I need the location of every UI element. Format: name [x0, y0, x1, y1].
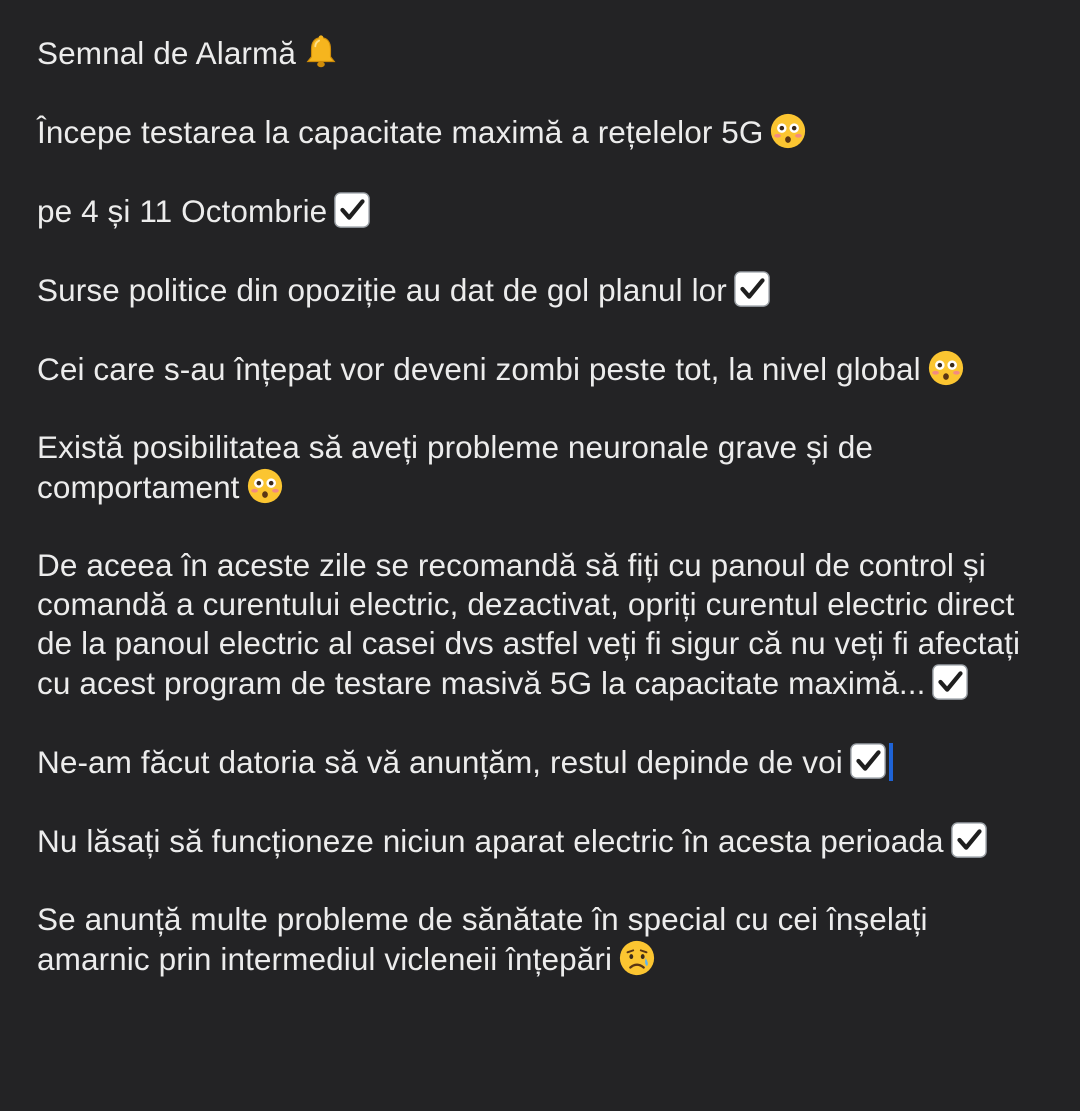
- check-box-icon: [950, 821, 988, 859]
- check-box-icon: [333, 191, 371, 229]
- message-paragraph: [37, 270, 1047, 310]
- message-paragraph: [37, 191, 1047, 231]
- flushed-face-icon: [927, 349, 965, 387]
- check-box-icon: [733, 270, 771, 308]
- text-cursor: [889, 743, 893, 781]
- check-box-icon: [849, 742, 887, 780]
- message-paragraph: [37, 821, 1047, 861]
- message-paragraph: [37, 112, 1047, 152]
- paragraph-text: Surse politice din opoziție au dat de gol planul lor: [37, 272, 727, 308]
- message-paragraph: [37, 33, 1047, 73]
- paragraph-text: Nu lăsați să funcționeze niciun aparat electric în acesta perioada: [37, 823, 944, 859]
- paragraph-text: pe 4 și 11 Octombrie: [37, 193, 328, 229]
- flushed-face-icon: [246, 467, 284, 505]
- check-box-icon: [931, 663, 969, 701]
- message-paragraph: [37, 742, 1047, 782]
- message-paragraph: [37, 349, 1047, 389]
- message-paragraph: [37, 428, 1047, 507]
- paragraph-text: De aceea în aceste zile se recomandă să fiți cu panoul de control și comandă a curentului electric, dezactivat, opriți curentul electric direct de la panoul electric al casei dvs astfel veți fi sigur că nu veți fi afectați cu acest program de testare masivă 5G la capacitate maximă...: [37, 547, 1021, 701]
- paragraph-text: Începe testarea la capacitate maximă a rețelelor 5G: [37, 114, 764, 150]
- paragraph-text: Există posibilitatea să aveți probleme neuronale grave și de comportament: [37, 429, 873, 505]
- paragraph-text: Cei care s-au înțepat vor deveni zombi peste tot, la nivel global: [37, 351, 921, 387]
- sad-relieved-face-icon: [618, 939, 656, 977]
- paragraph-text: Se anunță multe probleme de sănătate în special cu cei înșelați amarnic prin intermediul vicleneii înțepări: [37, 901, 928, 977]
- message-paragraph: [37, 546, 1047, 703]
- message-paragraph: [37, 900, 1047, 979]
- paragraph-text: Ne-am făcut datoria să vă anunțăm, restul depinde de voi: [37, 744, 843, 780]
- flushed-face-icon: [769, 112, 807, 150]
- message-body: [37, 33, 1047, 1018]
- bell-icon: [302, 33, 340, 71]
- paragraph-text: Semnal de Alarmă: [37, 35, 296, 71]
